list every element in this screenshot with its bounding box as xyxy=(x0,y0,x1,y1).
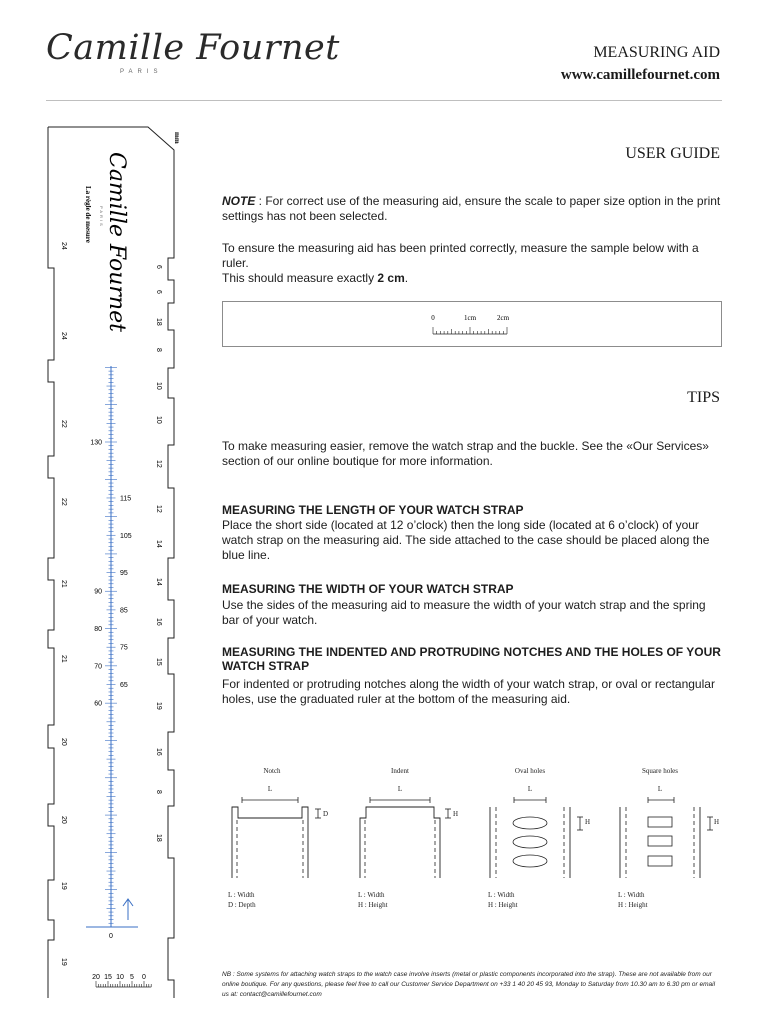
sample-ruler-ticks xyxy=(433,327,507,334)
oval-legend-1: L : Width xyxy=(488,891,515,899)
scale-label-right: 85 xyxy=(120,607,128,615)
indent-dim-label: L xyxy=(397,785,403,793)
brand-logo-subtitle: PARIS xyxy=(120,69,163,75)
length-scale xyxy=(105,366,117,927)
tips-intro: To make measuring easier, remove the watch strap and the buckle. See the «Our Services» section of our online boutique for more information. xyxy=(222,439,709,468)
scale-label-left: 130 xyxy=(90,439,102,447)
measuring-ruler xyxy=(40,120,190,1000)
indent-diagram xyxy=(358,767,458,909)
scale-label-right: 115 xyxy=(120,495,132,503)
sample-label-0: 0 xyxy=(431,314,435,322)
right-notch-label: 6 xyxy=(155,290,162,294)
bottom-width-scale xyxy=(92,974,151,987)
oval-dim-label: L xyxy=(527,785,533,793)
notch-title: Notch xyxy=(263,767,281,775)
square-legend-1: L : Width xyxy=(618,891,645,899)
indent-title: Indent xyxy=(391,767,409,775)
brand-logo: Camille Fournet xyxy=(46,28,340,68)
oval-side-label: H xyxy=(585,818,591,826)
square-side-label: H xyxy=(714,818,720,826)
right-notch-label: 18 xyxy=(155,834,162,842)
length-body: Place the short side (located at 12 o’clock) then the long side (located at 6 o’clock) of your watch strap on the measuring aid. The side attached to the case should be placed along the blue line. xyxy=(222,518,710,562)
ruler-unit-label: mm xyxy=(173,132,181,144)
left-notch-label: 24 xyxy=(60,242,67,250)
scale-label-left: 90 xyxy=(94,588,102,596)
header-divider xyxy=(46,100,722,101)
scale-label-left: 60 xyxy=(94,700,102,708)
right-notch-labels xyxy=(155,265,162,842)
left-notch-label: 19 xyxy=(60,882,67,890)
note-label: NOTE xyxy=(222,194,256,208)
right-notch-label: 10 xyxy=(155,382,162,390)
scale-label-left: 70 xyxy=(94,663,102,671)
notch-dim-label: L xyxy=(267,785,273,793)
left-notch-label: 20 xyxy=(60,816,67,824)
strap-diagrams xyxy=(222,760,722,920)
sample-ruler-box xyxy=(222,301,722,347)
bottom-scale-label: 20 xyxy=(92,974,100,981)
right-notch-label: 12 xyxy=(155,460,162,468)
right-notch-label: 18 xyxy=(155,318,162,326)
right-notch-label: 8 xyxy=(155,348,162,352)
right-notch-label: 14 xyxy=(155,540,162,548)
square-legend-2: H : Height xyxy=(618,901,648,909)
right-notch-label: 6 xyxy=(155,265,162,269)
indent-legend-2: H : Height xyxy=(358,901,388,909)
right-notch-label: 14 xyxy=(155,578,162,586)
square-dim-label: L xyxy=(657,785,663,793)
bottom-scale-label: 15 xyxy=(104,974,112,981)
ensure-text: To ensure the measuring aid has been printed correctly, measure the sample below with a ruler. xyxy=(222,241,699,270)
right-notch-label: 16 xyxy=(155,618,162,626)
note-text: : For correct use of the measuring aid, ensure the scale to paper size option in the print settings has not been selected. xyxy=(222,194,721,223)
scale-label-right: 95 xyxy=(120,570,128,578)
sample-ruler xyxy=(223,302,721,346)
left-notch-label: 22 xyxy=(60,498,67,506)
indent-legend-1: L : Width xyxy=(358,891,385,899)
right-notch-label: 19 xyxy=(155,702,162,710)
oval-legend-2: H : Height xyxy=(488,901,518,909)
user-guide-title: USER GUIDE xyxy=(625,145,720,162)
length-heading: MEASURING THE LENGTH OF YOUR WATCH STRAP xyxy=(222,503,524,517)
right-notch-label: 15 xyxy=(155,658,162,666)
left-notch-label: 19 xyxy=(60,958,67,966)
right-notch-label: 16 xyxy=(155,748,162,756)
scale-label-right: 75 xyxy=(120,644,128,652)
document-title: MEASURING AID xyxy=(593,44,720,61)
ruler-logo: Camille Fournet xyxy=(104,152,129,332)
width-body: Use the sides of the measuring aid to measure the width of your watch strap and the spring bar of your watch. xyxy=(222,598,706,627)
notch-legend-2: D : Depth xyxy=(228,901,256,909)
left-notch-label: 21 xyxy=(60,655,67,663)
notches-heading: MEASURING THE INDENTED AND PROTRUDING NOTCHES AND THE HOLES OF YOUR WATCH STRAP xyxy=(222,645,721,673)
notch-diagram xyxy=(228,767,328,909)
footnote: NB : Some systems for attaching watch straps to the watch case involve inserts (metal or plastic components incorporated into the strap). These are not available from our online boutique. For any questions, please feel free to call our Customer Service Department on +33 1 40 20 45 93, Monday to Saturday from 10.30 am to 6.30 pm or email us at: contact@camillefournet.com xyxy=(222,971,716,998)
notches-body: For indented or protruding notches along the width of your watch strap, or oval or rectangular holes, use the graduated ruler at the bottom of the measuring aid. xyxy=(222,677,715,706)
ruler-caption: La règle de mesure xyxy=(84,186,92,243)
indent-side-label: H xyxy=(453,810,459,818)
website-url[interactable]: www.camillefournet.com xyxy=(560,67,720,83)
left-notch-label: 24 xyxy=(60,332,67,340)
left-notch-label: 21 xyxy=(60,580,67,588)
ruler-logo-subtitle: PARIS xyxy=(99,206,104,228)
right-notch-label: 8 xyxy=(155,790,162,794)
measure-text: This should measure exactly 2 cm. xyxy=(222,271,409,285)
tips-title: TIPS xyxy=(687,389,720,406)
sample-label-2cm: 2cm xyxy=(496,314,510,322)
bottom-scale-label: 0 xyxy=(142,974,146,981)
notch-side-label: D xyxy=(323,810,329,818)
square-holes-diagram xyxy=(618,767,719,909)
left-notch-labels xyxy=(60,242,67,966)
notch-legend-1: L : Width xyxy=(228,891,255,899)
square-title: Square holes xyxy=(642,767,678,775)
right-notch-label: 10 xyxy=(155,416,162,424)
left-notch-label: 22 xyxy=(60,420,67,428)
bottom-scale-label: 10 xyxy=(116,974,124,981)
right-notch-label: 12 xyxy=(155,505,162,513)
note-paragraph xyxy=(222,194,722,224)
left-notch-label: 20 xyxy=(60,738,67,746)
measure-value: 2 cm xyxy=(377,271,405,285)
scale-label-left: 80 xyxy=(94,626,102,634)
ensure-paragraph xyxy=(222,241,722,286)
width-heading: MEASURING THE WIDTH OF YOUR WATCH STRAP xyxy=(222,582,514,596)
scale-label-right: 105 xyxy=(120,532,132,540)
oval-title: Oval holes xyxy=(514,767,546,775)
scale-label-right: 65 xyxy=(120,682,128,689)
bottom-scale-label: 5 xyxy=(130,974,134,981)
scale-zero-label: 0 xyxy=(109,933,113,940)
oval-holes-diagram xyxy=(488,767,590,909)
sample-label-1cm: 1cm xyxy=(463,314,477,322)
